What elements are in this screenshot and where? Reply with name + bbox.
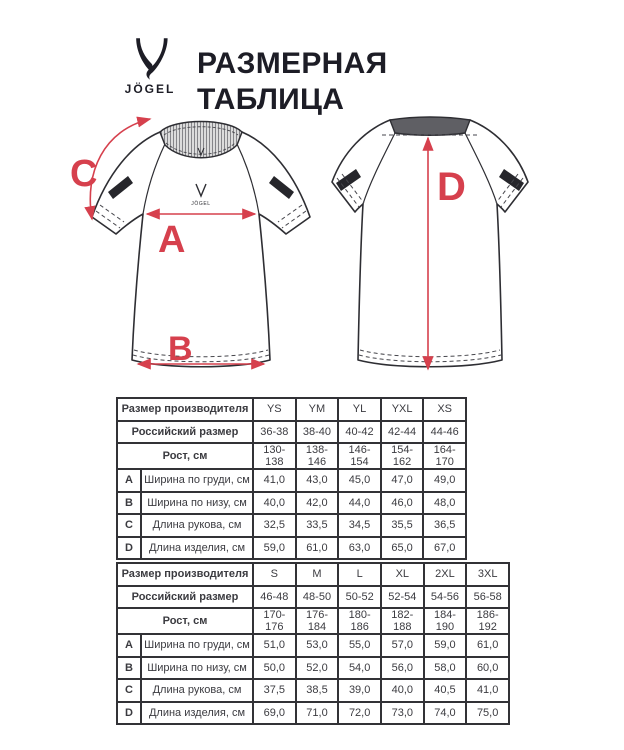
table-header-row — [117, 421, 466, 444]
table-row — [117, 514, 466, 537]
measure-name-cell: Ширина по низу, см — [141, 657, 253, 680]
measure-value-cell: 33,5 — [296, 514, 339, 537]
header-value-cell: 2XL — [424, 563, 467, 586]
measure-value-cell: 52,0 — [296, 657, 339, 680]
measure-value-cell: 56,0 — [381, 657, 424, 680]
measure-value-cell: 40,0 — [381, 679, 424, 702]
header-value-cell: 164-170 — [423, 443, 466, 469]
table-row — [117, 702, 509, 725]
measure-value-cell: 54,0 — [338, 657, 381, 680]
header-value-cell: L — [338, 563, 381, 586]
front-shirt-outline — [92, 132, 310, 367]
header-value-cell: 176-184 — [296, 608, 339, 634]
measure-letter-cell: B — [117, 492, 141, 515]
header-value-cell: 180-186 — [338, 608, 381, 634]
measure-value-cell: 40,5 — [424, 679, 467, 702]
measure-value-cell: 69,0 — [253, 702, 296, 725]
measure-value-cell: 47,0 — [381, 469, 424, 492]
table-header-row — [117, 586, 509, 609]
header-value-cell: 3XL — [466, 563, 509, 586]
measure-value-cell: 32,5 — [253, 514, 296, 537]
measure-value-cell: 44,0 — [338, 492, 381, 515]
page-title: РАЗМЕРНАЯ ТАБЛИЦА — [197, 47, 388, 116]
measure-value-cell: 57,0 — [381, 634, 424, 657]
measure-value-cell: 41,0 — [253, 469, 296, 492]
header-value-cell: 40-42 — [338, 421, 381, 444]
table-header-row — [117, 608, 509, 634]
back-collar — [390, 117, 470, 135]
table-row — [117, 657, 509, 680]
header-value-cell: 54-56 — [424, 586, 467, 609]
measure-label-d: D — [437, 165, 466, 209]
measure-value-cell: 43,0 — [296, 469, 339, 492]
header-label-cell: Рост, см — [117, 608, 253, 634]
jogel-logo-icon — [131, 37, 169, 81]
tshirt-back-diagram — [295, 112, 565, 384]
header-value-cell: 36-38 — [253, 421, 296, 444]
measure-letter-cell: C — [117, 679, 141, 702]
table-row — [117, 679, 509, 702]
measure-label-b: B — [168, 330, 193, 368]
header-value-cell: XS — [423, 398, 466, 421]
header-value-cell: S — [253, 563, 296, 586]
header-value-cell: 56-58 — [466, 586, 509, 609]
measure-name-cell: Длина изделия, см — [141, 537, 253, 560]
measure-value-cell: 41,0 — [466, 679, 509, 702]
measure-value-cell: 37,5 — [253, 679, 296, 702]
header-value-cell: 52-54 — [381, 586, 424, 609]
measure-name-cell: Ширина по груди, см — [141, 469, 253, 492]
measure-value-cell: 36,5 — [423, 514, 466, 537]
header-value-cell: 182-188 — [381, 608, 424, 634]
measure-value-cell: 46,0 — [381, 492, 424, 515]
header-value-cell: 154-162 — [381, 443, 424, 469]
measure-value-cell: 72,0 — [338, 702, 381, 725]
header-value-cell: 138-146 — [296, 443, 339, 469]
size-table-adult — [116, 562, 510, 725]
table-header-row — [117, 443, 466, 469]
measure-value-cell: 75,0 — [466, 702, 509, 725]
table-header-row — [117, 398, 466, 421]
table-row — [117, 469, 466, 492]
header-value-cell: 48-50 — [296, 586, 339, 609]
measure-label-c: C — [70, 153, 98, 195]
header-value-cell: YL — [338, 398, 381, 421]
brand-wordmark: JÖGEL — [124, 82, 176, 96]
brand-logo — [115, 37, 185, 96]
size-table-youth — [116, 397, 467, 560]
measure-value-cell: 51,0 — [253, 634, 296, 657]
measure-name-cell: Длина рукова, см — [141, 679, 253, 702]
measure-letter-cell: B — [117, 657, 141, 680]
table-row — [117, 492, 466, 515]
measure-value-cell: 63,0 — [338, 537, 381, 560]
header-value-cell: 50-52 — [338, 586, 381, 609]
header-label-cell: Российский размер — [117, 421, 253, 444]
measure-value-cell: 40,0 — [253, 492, 296, 515]
header-value-cell: 44-46 — [423, 421, 466, 444]
measure-value-cell: 65,0 — [381, 537, 424, 560]
measure-value-cell: 74,0 — [424, 702, 467, 725]
measure-value-cell: 48,0 — [423, 492, 466, 515]
measure-value-cell: 35,5 — [381, 514, 424, 537]
measure-value-cell: 58,0 — [424, 657, 467, 680]
header-value-cell: YM — [296, 398, 339, 421]
measure-letter-cell: C — [117, 514, 141, 537]
measure-value-cell: 42,0 — [296, 492, 339, 515]
measure-value-cell: 67,0 — [423, 537, 466, 560]
measure-value-cell: 45,0 — [338, 469, 381, 492]
back-shirt-outline — [332, 120, 528, 367]
measure-value-cell: 53,0 — [296, 634, 339, 657]
header-label-cell: Российский размер — [117, 586, 253, 609]
measure-value-cell: 55,0 — [338, 634, 381, 657]
header-value-cell: 130-138 — [253, 443, 296, 469]
measure-value-cell: 61,0 — [466, 634, 509, 657]
header-label-cell: Размер производителя — [117, 398, 253, 421]
header-value-cell: 42-44 — [381, 421, 424, 444]
measure-value-cell: 73,0 — [381, 702, 424, 725]
header-value-cell: 170-176 — [253, 608, 296, 634]
header-value-cell: 38-40 — [296, 421, 339, 444]
header-value-cell: 186-192 — [466, 608, 509, 634]
measure-letter-cell: A — [117, 469, 141, 492]
svg-text:JÖGEL: JÖGEL — [191, 201, 211, 207]
measure-letter-cell: A — [117, 634, 141, 657]
measure-name-cell: Длина рукова, см — [141, 514, 253, 537]
measure-value-cell: 61,0 — [296, 537, 339, 560]
measure-name-cell: Ширина по груди, см — [141, 634, 253, 657]
header-value-cell: 184-190 — [424, 608, 467, 634]
measure-value-cell: 50,0 — [253, 657, 296, 680]
header-value-cell: YXL — [381, 398, 424, 421]
header-value-cell: 46-48 — [253, 586, 296, 609]
table-row — [117, 634, 509, 657]
measure-letter-cell: D — [117, 702, 141, 725]
header-value-cell: XL — [381, 563, 424, 586]
header-label-cell: Рост, см — [117, 443, 253, 469]
table-row — [117, 537, 466, 560]
measure-name-cell: Ширина по низу, см — [141, 492, 253, 515]
measure-value-cell: 60,0 — [466, 657, 509, 680]
measure-value-cell: 59,0 — [424, 634, 467, 657]
measure-value-cell: 49,0 — [423, 469, 466, 492]
measure-value-cell: 71,0 — [296, 702, 339, 725]
measure-label-a: A — [158, 219, 186, 261]
table-header-row — [117, 563, 509, 586]
header-label-cell: Размер производителя — [117, 563, 253, 586]
measure-letter-cell: D — [117, 537, 141, 560]
measure-value-cell: 38,5 — [296, 679, 339, 702]
measure-value-cell: 39,0 — [338, 679, 381, 702]
header-value-cell: 146-154 — [338, 443, 381, 469]
header-value-cell: YS — [253, 398, 296, 421]
measure-name-cell: Длина изделия, см — [141, 702, 253, 725]
measure-value-cell: 34,5 — [338, 514, 381, 537]
measure-value-cell: 59,0 — [253, 537, 296, 560]
header-value-cell: M — [296, 563, 339, 586]
